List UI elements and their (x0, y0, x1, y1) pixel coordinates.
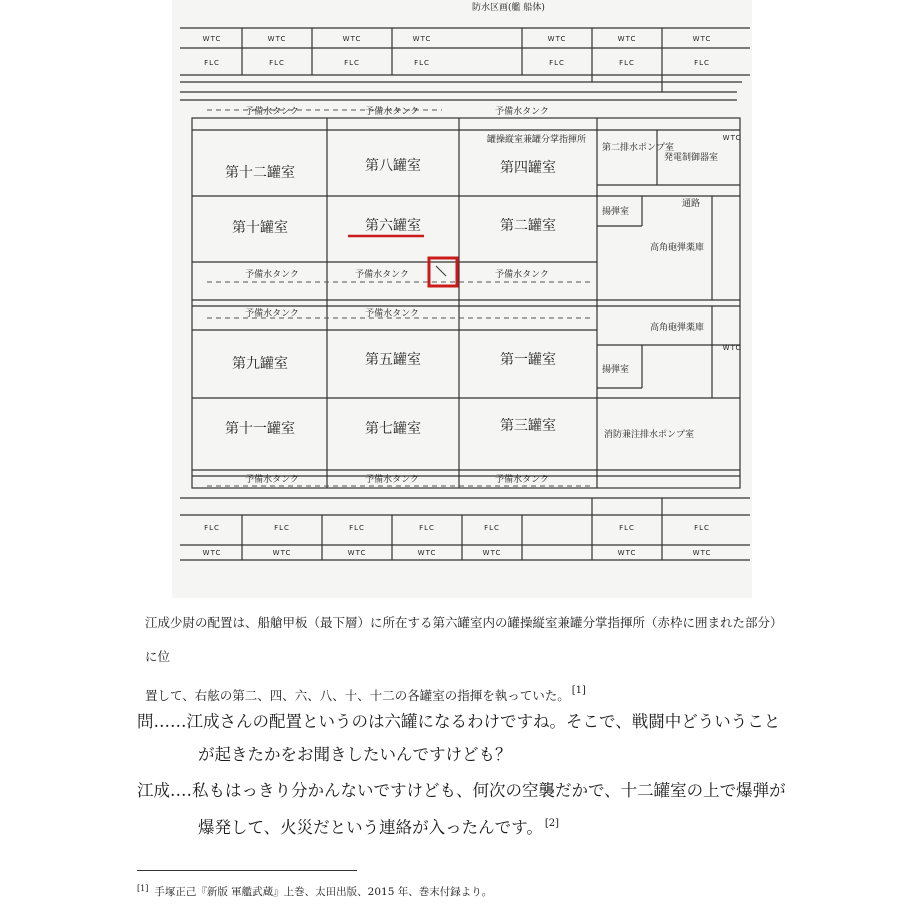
speaker-question: 問‥‥‥ (137, 712, 187, 731)
footnote-divider (137, 870, 357, 871)
pump-room-label: 第二排水ポンプ室 (602, 143, 675, 153)
wtc-label: WTC (722, 344, 742, 352)
flc-label: FLC (349, 524, 365, 532)
spare-tank-label: 予備水タンク (495, 475, 549, 485)
flc-label: FLC (204, 524, 220, 532)
boiler-room-1: 第一罐室 (500, 352, 556, 368)
question-line-2: が起きたかをお聞きしたいんですけども？ (198, 745, 512, 764)
flc-label: FLC (414, 59, 430, 67)
speaker-answer: 江成‥‥ (137, 781, 193, 800)
footnote-mark: [1] (137, 884, 149, 893)
footnote-text: 手塚正己『新版 軍艦武蔵』上巻、太田出版、2015 年、巻末付録より。 (154, 886, 493, 898)
boiler-room-7: 第七罐室 (365, 421, 421, 437)
caption-line-1: 江成少尉の配置は、船艙甲板（最下層）に所在する第六罐室内の罐操縦室兼罐分掌指揮所（赤枠に囲まれた部分）に位 (145, 615, 783, 664)
hoist-room-label: 揚弾室 (602, 365, 630, 375)
boiler-room-5: 第五罐室 (365, 352, 421, 368)
wtc-label: WTC (692, 35, 712, 43)
flc-label: FLC (204, 59, 220, 67)
wtc-label: WTC (202, 35, 222, 43)
flc-label: FLC (694, 59, 710, 67)
spare-tank-label: 予備水タンク (245, 107, 299, 117)
footnote (137, 884, 492, 899)
spare-tank-label: 予備水タンク (245, 270, 299, 280)
flc-label: FLC (619, 524, 635, 532)
question-text-1: 江成さんの配置というのは六罐になるわけですね。そこで、戦闘中どういうこと (186, 712, 781, 731)
answer-line-1 (137, 777, 786, 805)
caption-ref: [1] (571, 685, 586, 696)
question-line-1 (137, 708, 780, 736)
boiler-room-2: 第二罐室 (500, 218, 556, 234)
wtc-label: WTC (267, 35, 287, 43)
boiler-room-8: 第八罐室 (365, 158, 421, 174)
answer-line-2 (198, 810, 559, 842)
boiler-room-3: 第三罐室 (500, 418, 556, 434)
flc-label: FLC (619, 59, 635, 67)
spare-tank-label: 予備水タンク (355, 270, 409, 280)
wtc-label: WTC (347, 549, 367, 557)
boiler-room-4: 第四罐室 (500, 160, 556, 176)
boiler-room-6: 第六罐室 (365, 218, 421, 234)
flc-label: FLC (269, 59, 285, 67)
flc-label: FLC (344, 59, 360, 67)
flc-label: FLC (274, 524, 290, 532)
wtc-label: WTC (417, 549, 437, 557)
caption-line-2-text: 置して、右舷の第二、四、六、八、十、十二の各罐室の指揮を執っていた。 (145, 688, 570, 703)
wtc-label: WTC (692, 549, 712, 557)
boiler-room-12: 第十二罐室 (225, 165, 295, 181)
wtc-label: WTC (482, 549, 502, 557)
spare-tank-label: 予備水タンク (365, 475, 419, 485)
spare-tank-label: 予備水タンク (495, 107, 549, 117)
boiler-room-9: 第九罐室 (232, 356, 288, 372)
spare-tank-label: 予備水タンク (365, 107, 419, 117)
wtc-label: WTC (547, 35, 567, 43)
wtc-label: WTC (412, 35, 432, 43)
plan-top-note: 防水区画(艦 船体) (472, 3, 545, 13)
wtc-label: WTC (202, 549, 222, 557)
flc-label: FLC (549, 59, 565, 67)
spare-tank-label: 予備水タンク (245, 309, 299, 319)
hoist-room-label: 揚弾室 (602, 207, 630, 217)
figure-caption (145, 606, 785, 713)
answer-text-2: 爆発して、火災だという連絡が入ったんです。 (198, 818, 543, 837)
wtc-label: WTC (272, 549, 292, 557)
answer-text-1: 私もはっきり分かんないですけども、何次の空襲だかで、十二罐室の上で爆弾が (192, 781, 786, 800)
wtc-label: WTC (617, 549, 637, 557)
wtc-label: WTC (617, 35, 637, 43)
wtc-label: WTC (342, 35, 362, 43)
generator-room-label: 発電制御器室 (664, 153, 719, 163)
control-room-note: 罐操縦室兼罐分掌指揮所 (487, 135, 587, 145)
flc-label: FLC (694, 524, 710, 532)
corridor-label: 通路 (682, 199, 701, 209)
ammo-magazine-label: 高角砲弾薬庫 (650, 323, 705, 333)
flc-label: FLC (484, 524, 500, 532)
deck-plan-drawing (172, 0, 752, 598)
fire-pump-room-label: 消防兼注排水ポンプ室 (604, 430, 695, 440)
deck-plan-figure (172, 0, 752, 598)
spare-tank-label: 予備水タンク (495, 270, 549, 280)
boiler-room-11: 第十一罐室 (225, 421, 295, 437)
spare-tank-label: 予備水タンク (365, 309, 419, 319)
ammo-magazine-label: 高角砲弾薬庫 (650, 243, 705, 253)
flc-label: FLC (419, 524, 435, 532)
spare-tank-label: 予備水タンク (245, 475, 299, 485)
wtc-label: WTC (722, 134, 742, 142)
answer-ref: [2] (544, 818, 560, 829)
boiler-room-10: 第十罐室 (232, 220, 288, 236)
